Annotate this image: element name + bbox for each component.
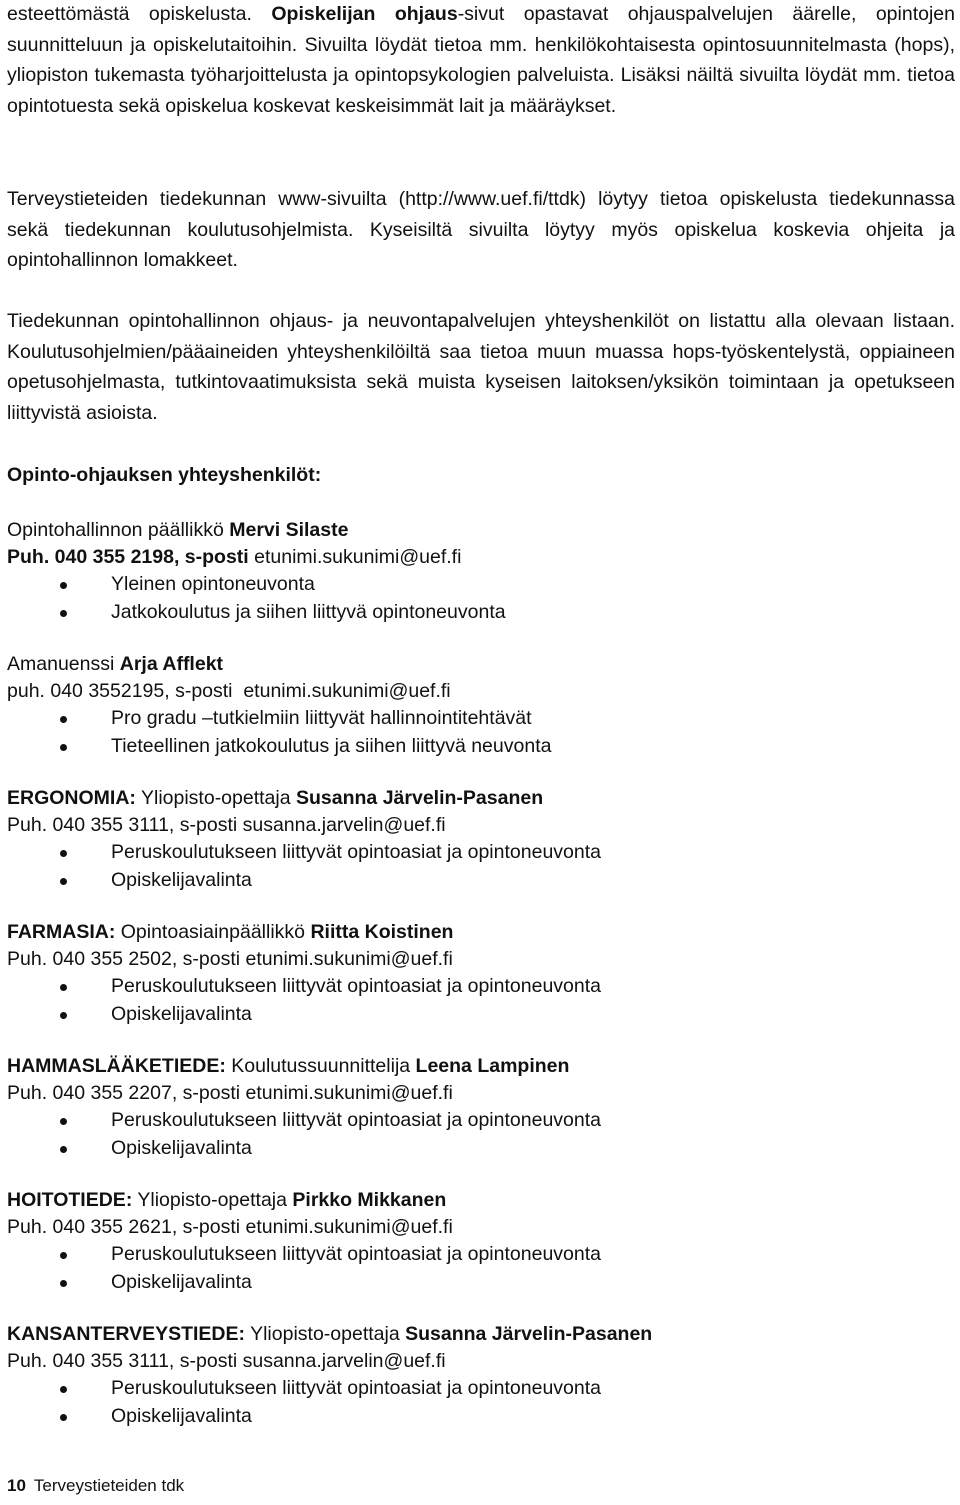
- intro-text: esteettömästä opiskelusta.: [7, 3, 252, 25]
- contact-phone: Puh. 040 355 2621, s-posti etunimi.sukunimi@uef.fi: [7, 1216, 453, 1238]
- contact-subject: KANSANTERVEYSTIEDE:: [7, 1323, 246, 1345]
- contact-title-line: [7, 785, 955, 812]
- contact-phone-line: [7, 1214, 955, 1241]
- list-item: [7, 1375, 955, 1403]
- list-item-text: Opiskelijavalinta: [111, 1404, 252, 1427]
- contact-duties: [7, 973, 955, 1028]
- intro-text-cont: -sivut opastavat ohjauspalvelujen äärelle, opintojen suunnitteluun ja opiskelutaitoihin. Sivuilta löydät tietoa mm. henkilökohtaisesta opintosuunnitelmasta (hops), yliopiston tukemasta työharjoittelusta ja opintopsykologien palveluista. Lisäksi näiltä sivuilta löydät mm. tietoa opintotuesta sekä opiskelua koskevat keskeisimmät lait ja määräykset.: [7, 3, 955, 117]
- bullet-icon: [60, 1280, 67, 1287]
- contact-block: [7, 919, 955, 1028]
- contact-subject: HAMMASLÄÄKETIEDE:: [7, 1055, 226, 1077]
- list-item: [7, 1001, 955, 1029]
- list-item: [7, 571, 955, 599]
- contact-phone-line: [7, 946, 955, 973]
- bullet-icon: [60, 582, 67, 589]
- list-item: [7, 1269, 955, 1297]
- bullet-icon: [60, 716, 67, 723]
- list-item-text: Yleinen opintoneuvonta: [111, 573, 315, 595]
- contact-phone: Puh. 040 355 2207, s-posti etunimi.sukunimi@uef.fi: [7, 1082, 453, 1104]
- contact-phone: Puh. 040 355 3111, s-posti susanna.jarvelin@uef.fi: [7, 814, 446, 836]
- contact-block: [7, 1187, 955, 1296]
- contact-name: Pirkko Mikkanen: [292, 1189, 447, 1211]
- bullet-icon: [60, 1012, 67, 1019]
- list-item-text: Opiskelijavalinta: [111, 868, 252, 891]
- contact-subject: ERGONOMIA:: [7, 787, 136, 809]
- intro-bold-term: Opiskelijan ohjaus: [271, 3, 458, 25]
- contact-phone-line: [7, 544, 955, 571]
- contact-block: [7, 517, 955, 626]
- bullet-icon: [60, 744, 67, 751]
- list-item: [7, 1107, 955, 1135]
- contact-role: Yliopisto-opettaja: [245, 1323, 406, 1345]
- contact-name: Susanna Järvelin-Pasanen: [296, 787, 544, 809]
- list-item-text: Opiskelijavalinta: [111, 1002, 252, 1025]
- footer-text: Terveystieteiden tdk: [33, 1476, 185, 1495]
- list-item: [7, 867, 955, 895]
- contact-duties: [7, 1241, 955, 1296]
- list-item: [7, 1403, 955, 1431]
- contact-role: Yliopisto-opettaja: [135, 787, 296, 809]
- contact-name: Arja Afflekt: [119, 653, 224, 675]
- contact-phone-line: [7, 1080, 955, 1107]
- page-footer: [7, 1476, 184, 1496]
- contact-role: Opintohallinnon päällikkö: [7, 519, 230, 541]
- contact-duties: [7, 705, 955, 760]
- list-item-text: Peruskoulutukseen liittyvät opintoasiat ja opintoneuvonta: [111, 1243, 601, 1265]
- contact-name: Susanna Järvelin-Pasanen: [405, 1323, 653, 1345]
- contact-role: Koulutussuunnittelija: [225, 1055, 416, 1077]
- contact-email: etunimi.sukunimi@uef.fi: [248, 546, 462, 568]
- list-item: [7, 839, 955, 867]
- contact-phone-line: [7, 678, 955, 705]
- contact-block: [7, 651, 955, 760]
- list-item: [7, 705, 955, 733]
- bullet-icon: [60, 850, 67, 857]
- contacts-heading: Opinto-ohjauksen yhteyshenkilöt:: [7, 464, 322, 486]
- list-item: [7, 599, 955, 627]
- contact-title-line: [7, 919, 955, 946]
- intro-paragraph-3: Tiedekunnan opintohallinnon ohjaus- ja neuvontapalvelujen yhteyshenkilöt on listattu alla olevaan listaan. Koulutusohjelmien/pääaineiden yhteyshenkilöiltä saa tietoa muun muassa hops-työskentelystä, oppiaineen opetusohjelmasta, tutkintovaatimuksista sekä muista kyseisen laitoksen/yksikön toimintaan ja opetukseen liittyvistä asioista.: [7, 310, 955, 424]
- contact-role: Opintoasiainpäällikkö: [115, 921, 311, 943]
- bullet-icon: [60, 1386, 67, 1393]
- contact-duties: [7, 1375, 955, 1430]
- contact-title-line: [7, 651, 955, 678]
- contact-block: [7, 1053, 955, 1162]
- contact-title-line: [7, 1053, 955, 1080]
- list-item: [7, 1241, 955, 1269]
- list-item-text: Opiskelijavalinta: [111, 1136, 252, 1159]
- contact-title-line: [7, 1321, 955, 1348]
- intro-paragraph-2: Terveystieteiden tiedekunnan www-sivuilta (http://www.uef.fi/ttdk) löytyy tietoa opiskelusta tiedekunnassa sekä tiedekunnan koulutusohjelmista. Kyseisiltä sivuilta löytyy myös opiskelua koskevia ohjeita ja opintohallinnon lomakkeet.: [7, 188, 955, 271]
- contact-role: Yliopisto-opettaja: [132, 1189, 293, 1211]
- contact-name: Mervi Silaste: [229, 519, 349, 541]
- contact-phone: Puh. 040 355 3111, s-posti susanna.jarvelin@uef.fi: [7, 1350, 446, 1372]
- list-item-text: Peruskoulutukseen liittyvät opintoasiat ja opintoneuvonta: [111, 975, 601, 997]
- list-item: [7, 973, 955, 1001]
- contact-block: [7, 1321, 955, 1430]
- list-item-text: Peruskoulutukseen liittyvät opintoasiat ja opintoneuvonta: [111, 1109, 601, 1131]
- contact-duties: [7, 839, 955, 894]
- contact-phone-line: [7, 1348, 955, 1375]
- contact-subject: HOITOTIEDE:: [7, 1189, 133, 1211]
- list-item-text: Opiskelijavalinta: [111, 1270, 252, 1293]
- list-item: [7, 1135, 955, 1163]
- contact-phone: Puh. 040 355 2198, s-posti: [7, 546, 249, 568]
- contact-title-line: [7, 517, 955, 544]
- contact-duties: [7, 1107, 955, 1162]
- bullet-icon: [60, 984, 67, 991]
- bullet-icon: [60, 1146, 67, 1153]
- contact-duties: [7, 571, 955, 626]
- contact-phone: puh. 040 3552195, s-posti etunimi.sukunimi@uef.fi: [7, 680, 451, 702]
- contact-name: Leena Lampinen: [415, 1055, 570, 1077]
- contact-name: Riitta Koistinen: [310, 921, 454, 943]
- list-item-text: Peruskoulutukseen liittyvät opintoasiat ja opintoneuvonta: [111, 841, 601, 863]
- contact-block: [7, 785, 955, 894]
- bullet-icon: [60, 1252, 67, 1259]
- contact-phone: Puh. 040 355 2502, s-posti etunimi.sukunimi@uef.fi: [7, 948, 453, 970]
- bullet-icon: [60, 1414, 67, 1421]
- bullet-icon: [60, 878, 67, 885]
- list-item-text: Peruskoulutukseen liittyvät opintoasiat ja opintoneuvonta: [111, 1377, 601, 1399]
- intro-paragraph-1: [7, 0, 955, 121]
- page-number: 10: [7, 1476, 26, 1495]
- list-item-text: Pro gradu –tutkielmiin liittyvät hallinnointitehtävät: [111, 707, 532, 729]
- contact-title-line: [7, 1187, 955, 1214]
- contact-subject: FARMASIA:: [7, 921, 116, 943]
- list-item-text: Jatkokoulutus ja siihen liittyvä opintoneuvonta: [111, 600, 506, 623]
- bullet-icon: [60, 610, 67, 617]
- list-item: [7, 733, 955, 761]
- contact-phone-line: [7, 812, 955, 839]
- list-item-text: Tieteellinen jatkokoulutus ja siihen liittyvä neuvonta: [111, 734, 552, 757]
- contact-role: Amanuenssi: [7, 653, 120, 675]
- bullet-icon: [60, 1118, 67, 1125]
